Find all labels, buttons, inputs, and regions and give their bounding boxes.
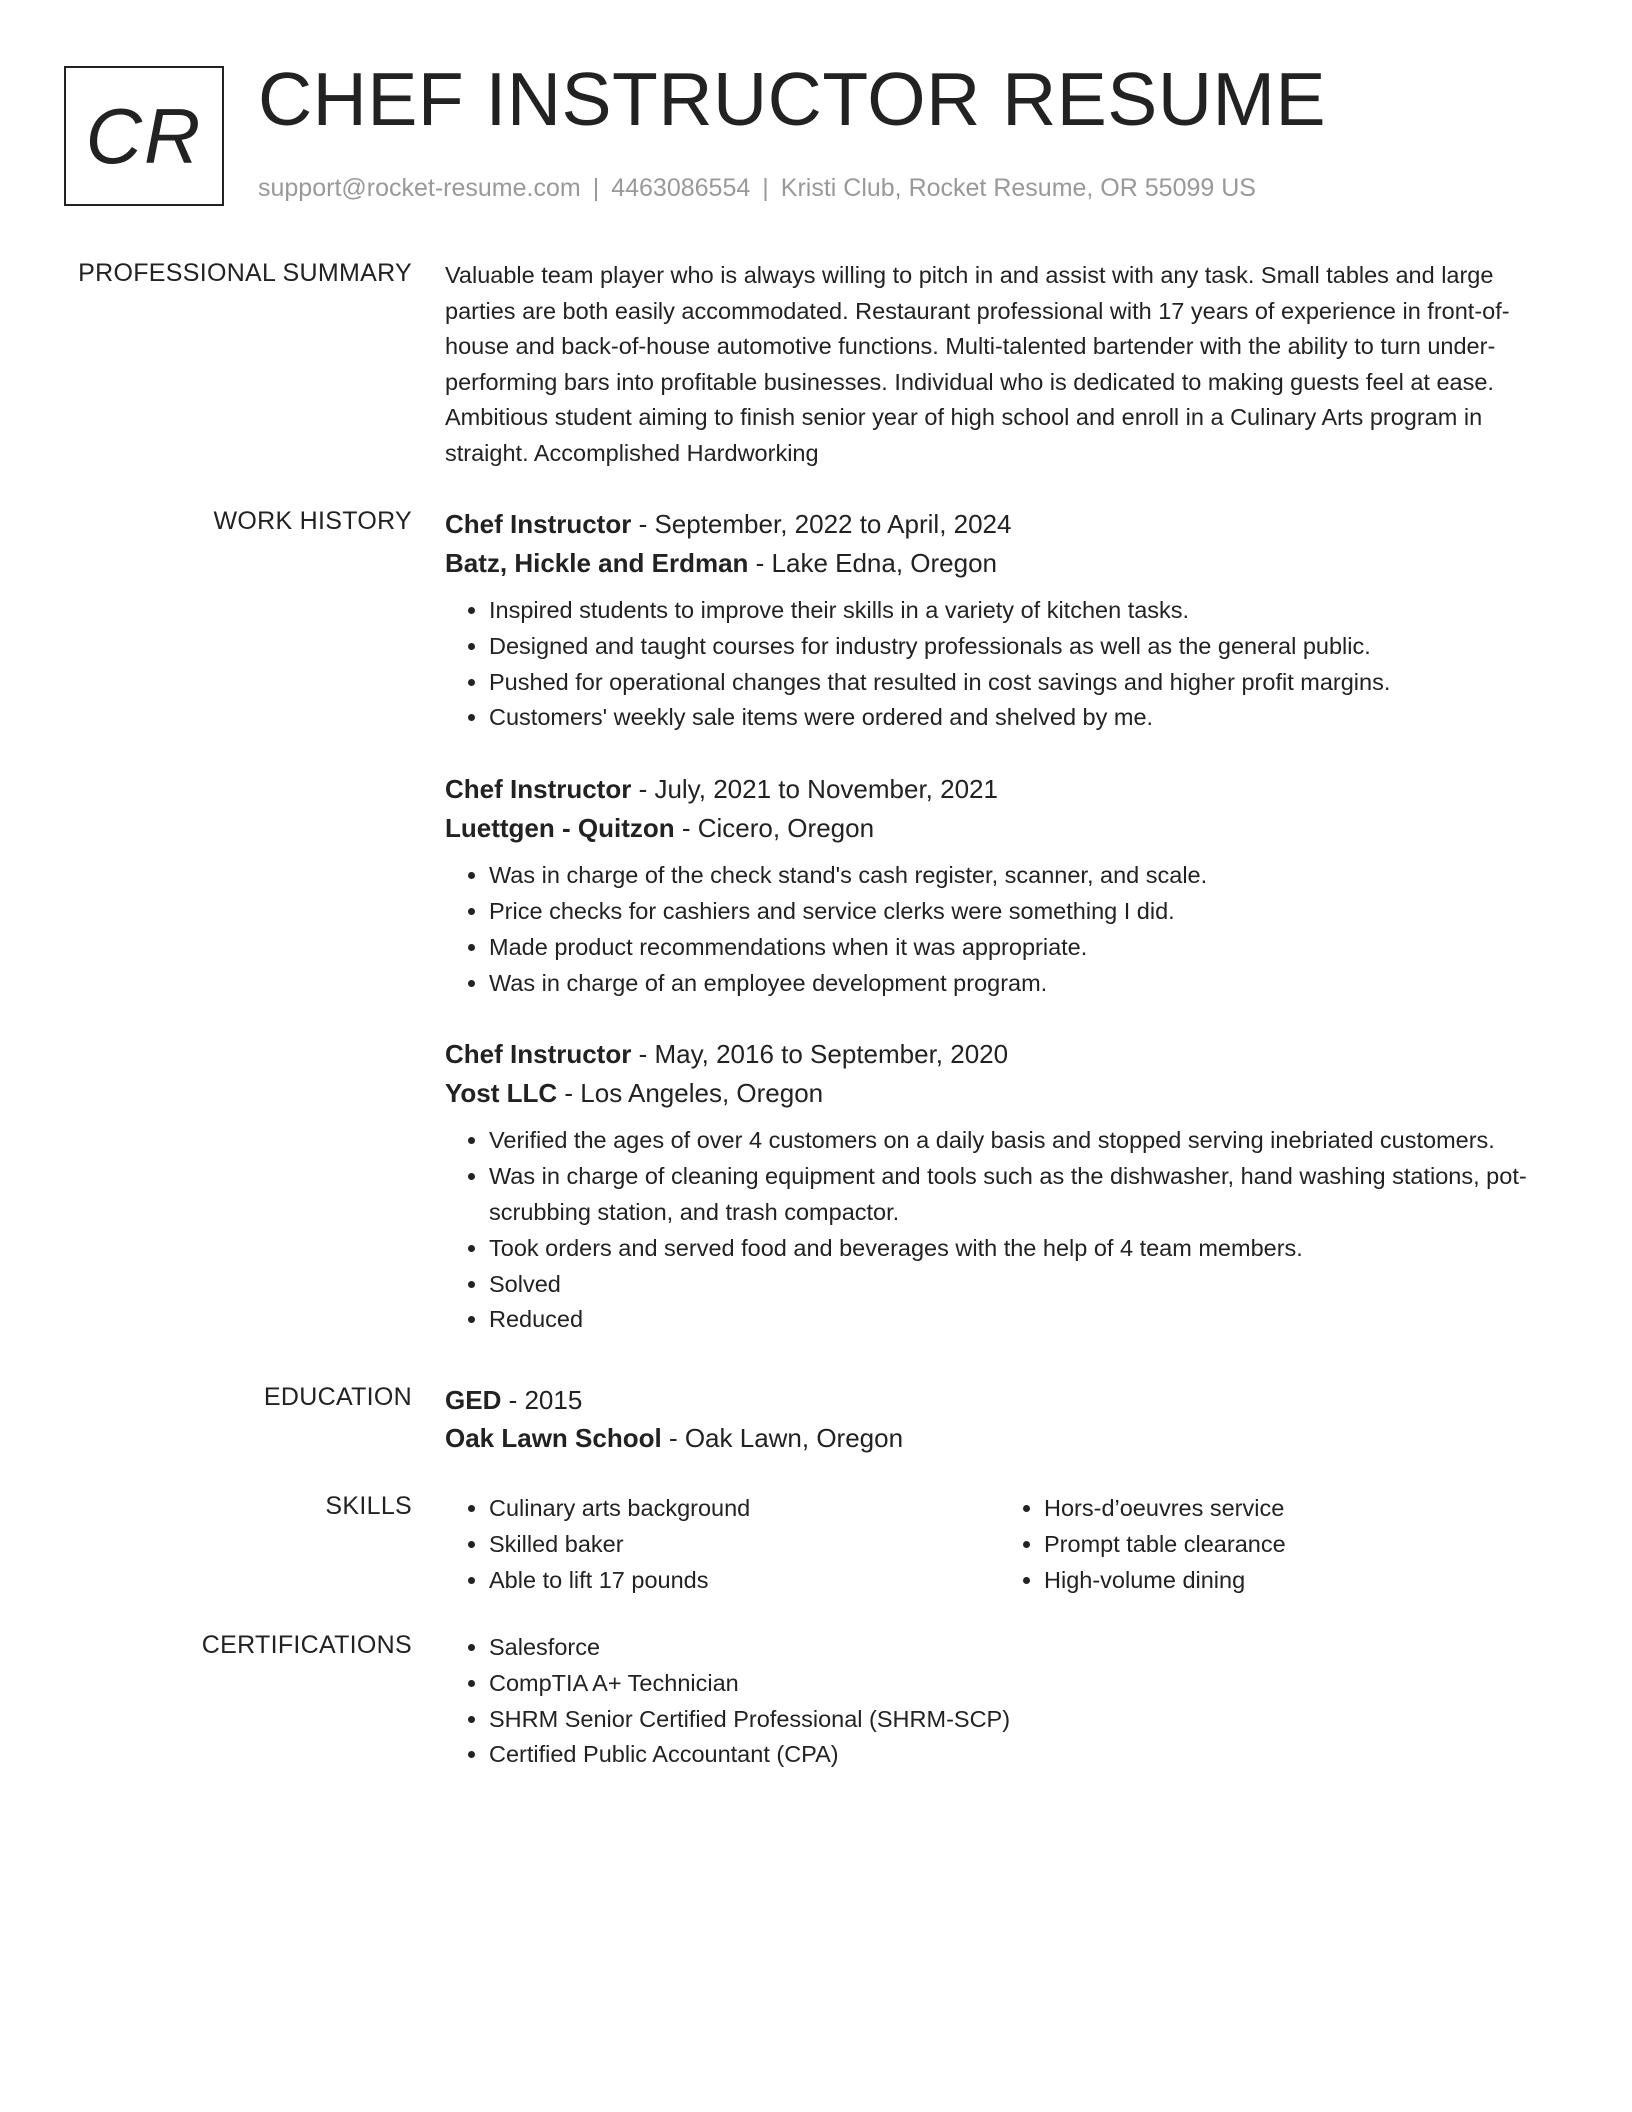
skill-item: • Skilled baker <box>489 1527 1000 1563</box>
education-heading: EDUCATION <box>263 1383 412 1411</box>
job-bullet: • Pushed for operational changes that resulted in cost savings and higher profit margins. <box>489 665 1555 701</box>
education-school-line <box>445 1419 1555 1457</box>
education-year: - 2015 <box>501 1385 583 1415</box>
job-dates: - September, 2022 to April, 2024 <box>631 509 1012 539</box>
job-title: Chef Instructor <box>445 1039 632 1070</box>
education-school: Oak Lawn School <box>445 1423 662 1453</box>
resume-title: CHEF INSTRUCTOR RESUME <box>258 57 1326 141</box>
summary-heading: PROFESSIONAL SUMMARY <box>78 259 412 287</box>
job-bullet: • Was in charge of an employee development program. <box>489 966 1555 1002</box>
contact-line <box>258 174 1256 203</box>
job-title: Chef Instructor <box>445 509 632 539</box>
education-degree-line <box>445 1381 1555 1419</box>
job-bullets <box>445 1123 1555 1338</box>
job-bullet: • Was in charge of the check stand's cash register, scanner, and scale. <box>489 858 1555 894</box>
job-entry <box>445 505 1555 736</box>
certification-item: • SHRM Senior Certified Professional (SHRM-SCP) <box>489 1702 1555 1738</box>
job-company-line <box>445 1074 1555 1113</box>
job-bullet: • Customers' weekly sale items were ordered and shelved by me. <box>489 700 1555 736</box>
job-dates: - July, 2021 to November, 2021 <box>631 774 998 805</box>
job-dates: - May, 2016 to September, 2020 <box>631 1039 1009 1070</box>
job-entry <box>445 770 1555 1001</box>
skills-list-left <box>445 1491 1000 1598</box>
job-company: Yost LLC <box>445 1078 558 1109</box>
job-title: Chef Instructor <box>445 774 632 805</box>
certifications-heading: CERTIFICATIONS <box>201 1631 412 1659</box>
skills-heading: SKILLS <box>325 1492 412 1520</box>
monogram: CR <box>64 66 224 206</box>
skill-item: • High-volume dining <box>1044 1563 1555 1599</box>
job-bullet: • Was in charge of cleaning equipment and tools such as the dishwasher, hand washing stations, pot-scrubbing station, and trash compactor. <box>489 1159 1555 1231</box>
certification-item: • Certified Public Accountant (CPA) <box>489 1737 1555 1773</box>
certification-item: • CompTIA A+ Technician <box>489 1666 1555 1702</box>
job-location: - Los Angeles, Oregon <box>557 1078 824 1109</box>
job-bullet: • Designed and taught courses for industry professionals as well as the general public. <box>489 629 1555 665</box>
job-bullets <box>445 858 1555 1001</box>
work-history-heading: WORK HISTORY <box>213 507 412 535</box>
job-bullet: • Solved <box>489 1267 1555 1303</box>
education-degree: GED <box>445 1385 502 1415</box>
job-title-line <box>445 505 1555 544</box>
education-location: - Oak Lawn, Oregon <box>661 1423 904 1453</box>
job-company-line <box>445 809 1555 848</box>
job-bullet: • Made product recommendations when it was appropriate. <box>489 930 1555 966</box>
job-bullet: • Inspired students to improve their skills in a variety of kitchen tasks. <box>489 593 1555 629</box>
job-bullet: • Price checks for cashiers and service clerks were something I did. <box>489 894 1555 930</box>
job-location: - Cicero, Oregon <box>674 813 875 844</box>
contact-address: Kristi Club, Rocket Resume, OR 55099 US <box>780 174 1256 202</box>
skills-list-right <box>1000 1491 1555 1598</box>
job-company: Luettgen - Quitzon <box>445 813 675 844</box>
job-company: Batz, Hickle and Erdman <box>445 548 749 578</box>
job-location: - Lake Edna, Oregon <box>748 548 998 578</box>
job-entry <box>445 1035 1555 1338</box>
job-bullets <box>445 593 1555 736</box>
summary-text: Valuable team player who is always willing to pitch in and assist with any task. Small tables and large parties are both easily accommodated. Restaurant professional with 17 years of experience in front-of-house and back-of-house automotive functions. Multi-talented bartender with the ability to turn under-performing bars into profitable businesses. Individual who is dedicated to making guests feel at ease. Ambitious student aiming to finish senior year of high school and enroll in a Culinary Arts program in straight. Accomplished Hardworking <box>445 262 1510 466</box>
job-company-line <box>445 544 1555 583</box>
job-title-line <box>445 1035 1555 1074</box>
contact-phone[interactable]: 4463086554 <box>611 174 751 202</box>
contact-email[interactable]: support@rocket-resume.com <box>258 174 581 202</box>
job-bullet: • Reduced <box>489 1302 1555 1338</box>
job-bullet: • Took orders and served food and beverages with the help of 4 team members. <box>489 1231 1555 1267</box>
job-bullet: • Verified the ages of over 4 customers on a daily basis and stopped serving inebriated customers. <box>489 1123 1555 1159</box>
skill-item: • Able to lift 17 pounds <box>489 1563 1000 1599</box>
skill-item: • Prompt table clearance <box>1044 1527 1555 1563</box>
skill-item: • Hors-d’oeuvres service <box>1044 1491 1555 1527</box>
job-title-line <box>445 770 1555 809</box>
skill-item: • Culinary arts background <box>489 1491 1000 1527</box>
certification-item: • Salesforce <box>489 1630 1555 1666</box>
contact-separator: | <box>762 174 769 202</box>
certifications-list <box>445 1630 1555 1773</box>
contact-separator: | <box>592 174 600 202</box>
